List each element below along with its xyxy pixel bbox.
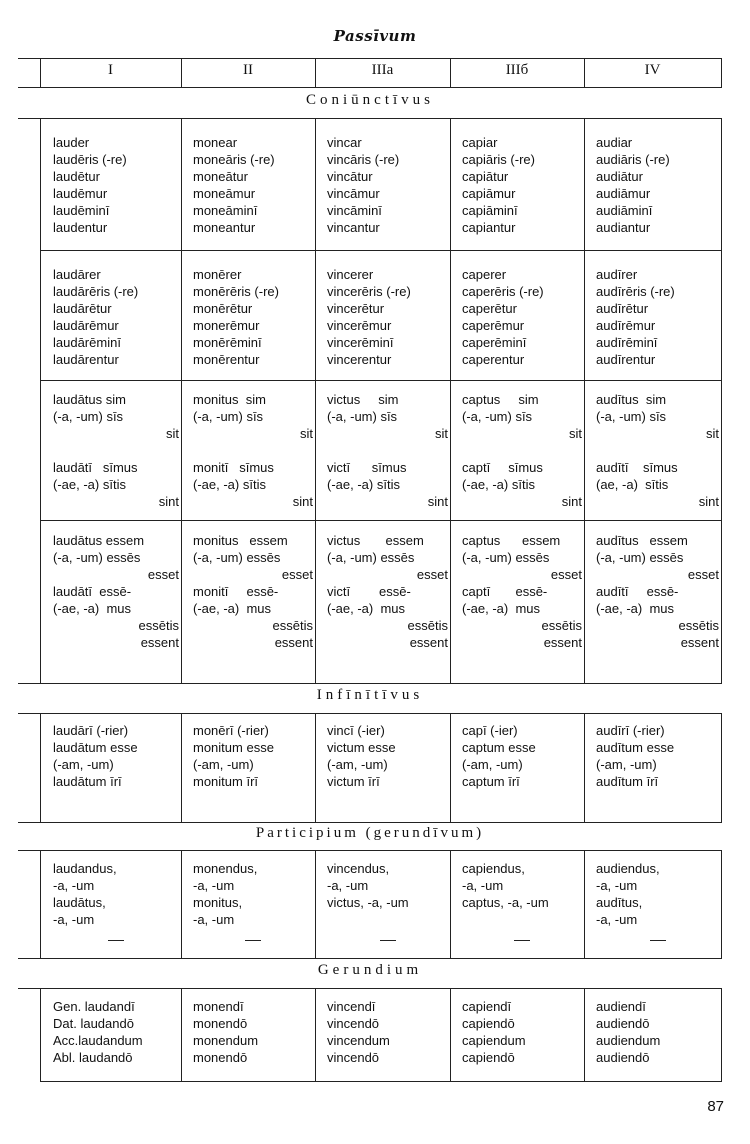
rule <box>40 520 722 521</box>
cell-pres-conj-col5 <box>596 134 719 236</box>
form-line: audīrēminī <box>596 335 658 350</box>
form-line: vincāminī <box>327 203 382 218</box>
form-line: capiendī <box>462 999 512 1014</box>
form-line: audītus sim <box>596 392 667 407</box>
form-line: capī (-ier) <box>462 723 518 738</box>
rule <box>315 713 316 822</box>
form-line: monerēmur <box>193 318 260 333</box>
form-line: caperēminī <box>462 335 527 350</box>
column-header-i: I <box>108 62 113 78</box>
form-line: (-a, -um) sīs <box>53 409 124 424</box>
form-line: laudātī essē- <box>53 584 132 599</box>
column-header-iv: IV <box>644 62 661 78</box>
form-line: monendus, <box>193 861 258 876</box>
rule <box>450 713 451 822</box>
form-line: (-a, -um) essēs <box>462 550 550 565</box>
rule <box>315 988 316 1081</box>
form-line: caperētur <box>462 301 517 316</box>
form-line: (ae, -a) sītis <box>596 477 669 492</box>
form-line: vincendō <box>327 1016 380 1031</box>
form-line: sit <box>300 426 313 441</box>
dash-line <box>514 940 530 941</box>
form-line: captum esse <box>462 740 536 755</box>
form-line: monērentur <box>193 352 260 367</box>
form-line: esset <box>147 567 179 582</box>
form-line: capiar <box>462 135 498 150</box>
form-line: vincantur <box>327 220 380 235</box>
form-line: sit <box>166 426 179 441</box>
form-line: moneāris (-re) <box>193 152 275 167</box>
form-line <box>462 442 582 459</box>
form-line: laudēmur <box>53 186 108 201</box>
rule <box>40 850 41 958</box>
form-line: sit <box>569 426 582 441</box>
rule <box>450 118 451 683</box>
form-line: audiendum <box>596 1033 661 1048</box>
form-line: essent <box>409 635 448 650</box>
cell-gerundium-col5 <box>596 998 719 1066</box>
form-line: audīrī (-rier) <box>596 723 665 738</box>
form-line: esset <box>687 567 719 582</box>
form-line: monērēminī <box>193 335 262 350</box>
form-line: vincendī <box>327 999 376 1014</box>
rule <box>40 988 41 1081</box>
form-line: capiāris (-re) <box>462 152 535 167</box>
form-line: victī sīmus <box>327 460 407 475</box>
rule <box>181 988 182 1081</box>
form-line: audītus, <box>596 895 643 910</box>
form-line: audītī essē- <box>596 584 679 599</box>
form-line: (-ae, -a) mus <box>596 601 675 616</box>
form-line: Abl. laudandō <box>53 1050 133 1065</box>
page-title: Passīvum <box>333 27 417 45</box>
cell-infinitivus-col5 <box>596 722 719 790</box>
form-line: monitum esse <box>193 740 274 755</box>
form-line: monendō <box>193 1016 248 1031</box>
form-line: (-a, -um) essēs <box>327 550 415 565</box>
section-participium: Participium (gerundīvum) <box>255 825 485 841</box>
form-line: vincendō <box>327 1050 380 1065</box>
form-line: audīrētur <box>596 301 649 316</box>
form-line: sit <box>706 426 719 441</box>
form-line: audītum īrī <box>596 774 659 789</box>
form-line: victum īrī <box>327 774 380 789</box>
form-line: laudātus sim <box>53 392 126 407</box>
rule <box>721 713 722 822</box>
form-line: essent <box>680 635 719 650</box>
form-line: monendō <box>193 1050 248 1065</box>
cell-impf-conj-col4 <box>462 266 582 368</box>
cell-pres-conj-col3 <box>327 134 448 236</box>
form-line: capiendō <box>462 1050 515 1065</box>
form-line: audiendī <box>596 999 646 1014</box>
cell-impf-conj-col3 <box>327 266 448 368</box>
form-line: (-a, -um) sīs <box>193 409 264 424</box>
cell-participium-col4 <box>462 860 582 911</box>
form-line: monitī sīmus <box>193 460 274 475</box>
rule <box>40 1081 722 1082</box>
rule <box>40 380 722 381</box>
form-line: victus essem <box>327 533 424 548</box>
cell-perf-conj-col3 <box>327 391 448 510</box>
form-line: essētis <box>678 618 719 633</box>
cell-plpf-conj-col4 <box>462 532 582 651</box>
form-line: monērer <box>193 267 242 282</box>
form-line: laudārēminī <box>53 335 121 350</box>
form-line: vincāris (-re) <box>327 152 400 167</box>
section-infinitivus: Infīnītīvus <box>316 687 424 703</box>
form-line: vincī (-ier) <box>327 723 385 738</box>
form-line: sint <box>427 494 448 509</box>
form-line: (-ae, -a) sītis <box>327 477 400 492</box>
form-line: vincāmur <box>327 186 380 201</box>
form-line: audīrēris (-re) <box>596 284 675 299</box>
form-line: monitum īrī <box>193 774 259 789</box>
cell-impf-conj-col5 <box>596 266 719 368</box>
form-line: essent <box>274 635 313 650</box>
form-line: moneāminī <box>193 203 258 218</box>
form-line: captī essē- <box>462 584 548 599</box>
cell-participium-col5 <box>596 860 719 928</box>
cell-gerundium-col2 <box>193 998 313 1066</box>
rule <box>40 250 722 251</box>
form-line: essētis <box>272 618 313 633</box>
form-line: -a, -um <box>53 912 95 927</box>
cell-participium-col3 <box>327 860 448 911</box>
form-line: laudentur <box>53 220 108 235</box>
cell-infinitivus-col4 <box>462 722 582 790</box>
column-header-iiia: IIIa <box>371 62 394 78</box>
rule <box>18 683 722 684</box>
dash-mark <box>462 928 582 945</box>
form-line: vincerer <box>327 267 374 282</box>
cell-infinitivus-col3 <box>327 722 448 790</box>
form-line: vincātur <box>327 169 373 184</box>
rule <box>721 850 722 958</box>
form-line: -a, -um <box>53 878 95 893</box>
rule <box>584 118 585 683</box>
rule <box>584 713 585 822</box>
rule <box>18 87 722 88</box>
form-line <box>53 442 179 459</box>
form-line: (-ae, -a) sītis <box>462 477 535 492</box>
page-number: 87 <box>707 1098 724 1115</box>
rule <box>40 118 41 683</box>
rule <box>721 118 722 683</box>
form-line: sint <box>698 494 719 509</box>
form-line: laudārī (-rier) <box>53 723 129 738</box>
cell-impf-conj-col2 <box>193 266 313 368</box>
form-line: (-ae, -a) sītis <box>193 477 266 492</box>
form-line: sint <box>292 494 313 509</box>
form-line: (-am, -um) <box>53 757 114 772</box>
form-line: vincerēminī <box>327 335 394 350</box>
cell-plpf-conj-col2 <box>193 532 313 651</box>
form-line: vincerēmur <box>327 318 392 333</box>
form-line: laudandus, <box>53 861 117 876</box>
form-line: victus sim <box>327 392 399 407</box>
form-line: laudārētur <box>53 301 112 316</box>
form-line: capiāminī <box>462 203 518 218</box>
dash-mark <box>53 928 179 945</box>
form-line: laudēris (-re) <box>53 152 127 167</box>
form-line: Acc.laudandum <box>53 1033 143 1048</box>
form-line: essētis <box>541 618 582 633</box>
form-line: -a, -um <box>193 912 235 927</box>
form-line: laudārentur <box>53 352 119 367</box>
form-line: (-am, -um) <box>462 757 523 772</box>
form-line: victum esse <box>327 740 396 755</box>
form-line: moneātur <box>193 169 248 184</box>
form-line: essētis <box>407 618 448 633</box>
rule <box>721 988 722 1081</box>
form-line: (-a, -um) essēs <box>596 550 684 565</box>
form-line: laudēminī <box>53 203 110 218</box>
form-line: audiātur <box>596 169 643 184</box>
cell-impf-conj-col1 <box>53 266 179 368</box>
form-line: victus, -a, -um <box>327 895 409 910</box>
form-line: laudētur <box>53 169 100 184</box>
form-line: (-a, -um) essēs <box>193 550 281 565</box>
dash-line <box>380 940 396 941</box>
form-line: capiantur <box>462 220 516 235</box>
form-line: audiendō <box>596 1050 650 1065</box>
form-line: -a, -um <box>596 912 638 927</box>
form-line: audiāminī <box>596 203 653 218</box>
form-line: essētis <box>138 618 179 633</box>
form-line: laudātī sīmus <box>53 460 138 475</box>
form-line: caperēmur <box>462 318 525 333</box>
form-line: audīrer <box>596 267 638 282</box>
cell-gerundium-col1 <box>53 998 179 1066</box>
form-line: audītum esse <box>596 740 675 755</box>
cell-infinitivus-col1 <box>53 722 179 790</box>
form-line: audīrentur <box>596 352 656 367</box>
rule <box>181 713 182 822</box>
rule <box>181 118 182 683</box>
rule <box>584 988 585 1081</box>
form-line: laudātus, <box>53 895 106 910</box>
form-line: laudātus essem <box>53 533 145 548</box>
form-line: capiāmur <box>462 186 516 201</box>
form-line: (-am, -um) <box>327 757 388 772</box>
form-line: sint <box>561 494 582 509</box>
form-line: captus essem <box>462 533 561 548</box>
rule <box>450 988 451 1081</box>
form-line: audiendō <box>596 1016 650 1031</box>
form-line: (-am, -um) <box>596 757 657 772</box>
section-gerundium: Gerundium <box>317 962 423 978</box>
form-line: vincerētur <box>327 301 385 316</box>
form-line: essent <box>140 635 179 650</box>
form-line: monitus sim <box>193 392 266 407</box>
form-line: audiendus, <box>596 861 660 876</box>
form-line: caperer <box>462 267 507 282</box>
form-line: monērētur <box>193 301 253 316</box>
form-line: captus, -a, -um <box>462 895 549 910</box>
rule <box>450 850 451 958</box>
rule <box>18 58 722 59</box>
form-line: audiāmur <box>596 186 651 201</box>
form-line: sit <box>435 426 448 441</box>
dash-line <box>650 940 666 941</box>
form-line: audītus essem <box>596 533 688 548</box>
column-header-iiib: IIIб <box>505 62 529 78</box>
form-line: (-am, -um) <box>193 757 254 772</box>
rule <box>40 713 41 822</box>
cell-pres-conj-col2 <box>193 134 313 236</box>
form-line: caperēris (-re) <box>462 284 544 299</box>
dash-mark <box>193 928 313 945</box>
cell-plpf-conj-col1 <box>53 532 179 651</box>
form-line: (-a, -um) sīs <box>327 409 398 424</box>
form-line: audiāris (-re) <box>596 152 670 167</box>
form-line: (-a, -um) sīs <box>462 409 533 424</box>
column-header-ii: II <box>243 62 253 78</box>
form-line: captus sim <box>462 392 539 407</box>
form-line: -a, -um <box>193 878 235 893</box>
form-line: laudātum īrī <box>53 774 122 789</box>
form-line: monērēris (-re) <box>193 284 279 299</box>
form-line: capiendō <box>462 1016 515 1031</box>
form-line: (-ae, -a) mus <box>193 601 272 616</box>
dash-line <box>108 940 124 941</box>
form-line: audiar <box>596 135 633 150</box>
rule <box>315 850 316 958</box>
form-line: -a, -um <box>327 878 369 893</box>
form-line: esset <box>550 567 582 582</box>
form-line: monērī (-rier) <box>193 723 269 738</box>
form-line: monitus, <box>193 895 243 910</box>
form-line: vincar <box>327 135 362 150</box>
section-coniunctivus: Coniūnctīvus <box>305 92 434 108</box>
form-line <box>596 442 719 459</box>
form-line: audiantur <box>596 220 651 235</box>
form-line <box>193 442 313 459</box>
cell-infinitivus-col2 <box>193 722 313 790</box>
form-line: monear <box>193 135 238 150</box>
form-line: (-ae, -a) mus <box>53 601 132 616</box>
rule <box>181 850 182 958</box>
cell-plpf-conj-col5 <box>596 532 719 651</box>
form-line: lauder <box>53 135 90 150</box>
form-line: Gen. laudandī <box>53 999 135 1014</box>
form-line: esset <box>281 567 313 582</box>
form-line <box>327 442 448 459</box>
cell-perf-conj-col4 <box>462 391 582 510</box>
form-line: vincendus, <box>327 861 390 876</box>
form-line: captum īrī <box>462 774 520 789</box>
form-line: victī essē- <box>327 584 411 599</box>
form-line: vincerēris (-re) <box>327 284 411 299</box>
form-line: (-a, -um) essēs <box>53 550 141 565</box>
form-line: esset <box>416 567 448 582</box>
form-line: caperentur <box>462 352 525 367</box>
form-line: laudātum esse <box>53 740 138 755</box>
form-line: (-ae, -a) mus <box>462 601 541 616</box>
form-line: sint <box>158 494 179 509</box>
form-line: vincendum <box>327 1033 390 1048</box>
cell-pres-conj-col4 <box>462 134 582 236</box>
cell-perf-conj-col2 <box>193 391 313 510</box>
form-line: laudārer <box>53 267 101 282</box>
rule <box>18 713 722 714</box>
rule <box>18 988 722 989</box>
cell-gerundium-col3 <box>327 998 448 1066</box>
form-line: Dat. laudandō <box>53 1016 134 1031</box>
form-line: monitus essem <box>193 533 288 548</box>
rule <box>18 850 722 851</box>
form-line: essent <box>543 635 582 650</box>
form-line: -a, -um <box>462 878 504 893</box>
form-line: monendum <box>193 1033 259 1048</box>
rule <box>18 822 722 823</box>
cell-participium-col1 <box>53 860 179 928</box>
rule <box>18 118 722 119</box>
form-line: audīrēmur <box>596 318 656 333</box>
form-line: -a, -um <box>596 878 638 893</box>
cell-perf-conj-col5 <box>596 391 719 510</box>
cell-perf-conj-col1 <box>53 391 179 510</box>
form-line: monitī essē- <box>193 584 279 599</box>
form-line: (-a, -um) sīs <box>596 409 667 424</box>
form-line: capiendus, <box>462 861 525 876</box>
form-line: laudārēmur <box>53 318 119 333</box>
form-line: capiātur <box>462 169 509 184</box>
cell-participium-col2 <box>193 860 313 928</box>
form-line: moneāmur <box>193 186 256 201</box>
dash-mark <box>596 928 719 945</box>
dash-mark <box>327 928 448 945</box>
form-line: capiendum <box>462 1033 526 1048</box>
dash-line <box>245 940 261 941</box>
cell-plpf-conj-col3 <box>327 532 448 651</box>
form-line: (-ae, -a) mus <box>327 601 406 616</box>
form-line: moneantur <box>193 220 256 235</box>
rule <box>18 958 722 959</box>
form-line: laudārēris (-re) <box>53 284 139 299</box>
form-line: audītī sīmus <box>596 460 678 475</box>
form-line: captī sīmus <box>462 460 543 475</box>
form-line: monendī <box>193 999 244 1014</box>
rule <box>721 58 722 87</box>
rule <box>315 118 316 683</box>
cell-pres-conj-col1 <box>53 134 179 236</box>
form-line: (-ae, -a) sītis <box>53 477 126 492</box>
cell-gerundium-col4 <box>462 998 582 1066</box>
rule <box>584 850 585 958</box>
form-line: vincerentur <box>327 352 392 367</box>
